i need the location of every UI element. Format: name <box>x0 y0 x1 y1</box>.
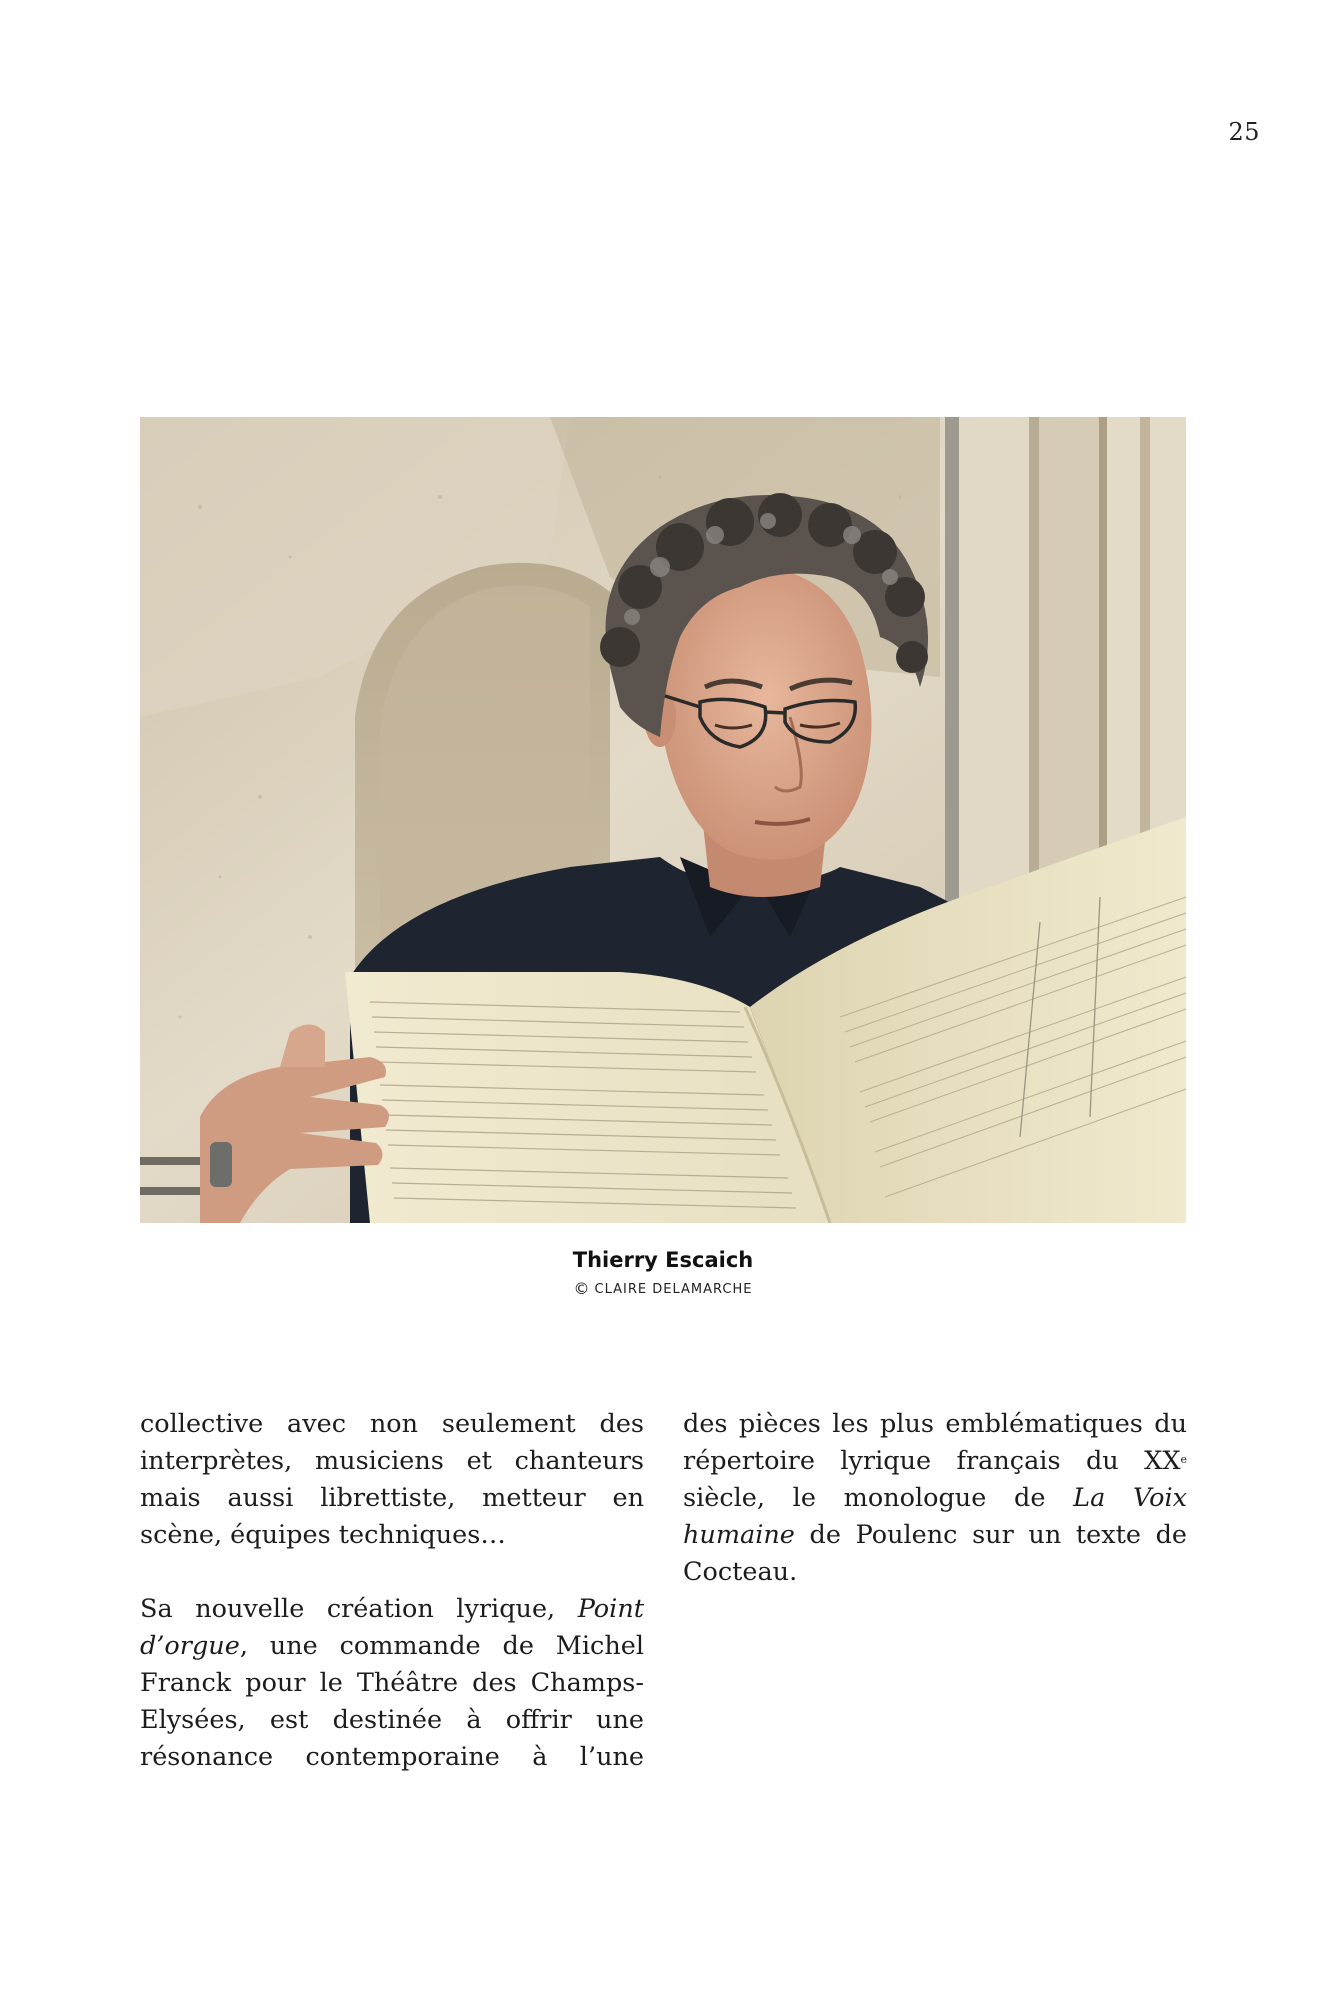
paragraph-text: Sa nouvelle création lyrique, <box>140 1594 578 1624</box>
paragraph-collective: collective avec non seulement des interprètes, musiciens et chanteurs mais aussi librettiste, metteur en scène, équipes techniques… <box>140 1409 644 1550</box>
paragraph-text: de Poulenc sur un texte de Cocteau. <box>683 1520 1187 1587</box>
paragraph-text: siècle, le monologue de <box>683 1483 1074 1513</box>
copyright-symbol: © <box>573 1279 591 1298</box>
left-column <box>140 1406 644 1776</box>
photo-caption-name: Thierry Escaich <box>572 1248 754 1272</box>
work-title-la-voix-humaine: La Voix humaine <box>683 1483 1187 1550</box>
work-title-point-dorgue: Point d’orgue <box>140 1594 644 1661</box>
paragraph-voix-humaine <box>683 1406 1187 1591</box>
paragraph-nouvelle-creation <box>140 1591 644 1776</box>
paragraph-text: des pièces les plus emblématiques du répertoire lyrique français du XX <box>683 1409 1187 1476</box>
page-number: 25 <box>1228 118 1260 146</box>
right-column <box>683 1406 1187 1591</box>
photo-credit-name: CLAIRE DELAMARCHE <box>594 1282 753 1297</box>
paragraph-text: , une commande de Michel Franck pour le Théâtre des Champs-Elysées, est destinée à offrir une résonance contemporaine à l’une <box>140 1631 644 1772</box>
photograph-thierry-escaich <box>140 417 1186 1223</box>
century-superscript: e <box>1180 1453 1187 1466</box>
photo-credit <box>0 1278 1326 1297</box>
